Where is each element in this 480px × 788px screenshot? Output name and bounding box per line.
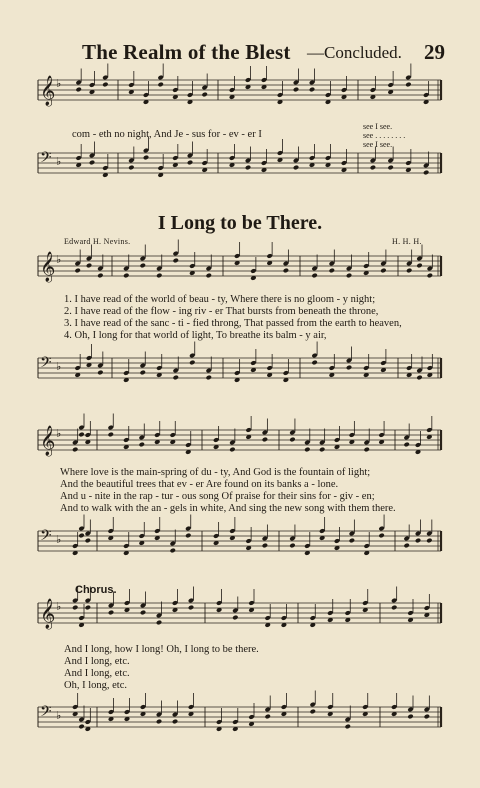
- flat-key-signature-icon: ♭: [56, 600, 62, 613]
- note-head: [407, 714, 413, 720]
- treble-clef-icon: 𝄞: [40, 599, 56, 629]
- lyric-end-bottom: see I see.: [363, 140, 393, 149]
- chorus-line-2: And I long, etc.: [64, 656, 130, 667]
- bass-clef-icon: 𝄢: [40, 527, 52, 548]
- composer-credit: H. H. H.: [392, 237, 422, 246]
- note-head: [424, 714, 430, 720]
- flat-key-signature-icon: ♭: [56, 253, 62, 266]
- chorus-label: Chorus.: [75, 584, 117, 596]
- flat-key-signature-icon: ♭: [56, 709, 62, 722]
- verse-3-line-b: And u - nite in the rap - tur - ous song Of praise for their sins for - giv - en;: [60, 491, 375, 502]
- verse-1-line-a: 1. I have read of the world of beau - ty, Where there is no gloom - y night;: [64, 294, 376, 305]
- flat-key-signature-icon: ♭: [56, 155, 62, 168]
- flat-key-signature-icon: ♭: [56, 360, 62, 373]
- treble-clef-icon: 𝄞: [40, 252, 56, 282]
- verse-1-line-b: Where love is the main-spring of du - ty, And God is the fountain of light;: [60, 467, 371, 478]
- flat-key-signature-icon: ♭: [56, 533, 62, 546]
- note-head: [156, 719, 162, 725]
- bass-clef-icon: 𝄢: [40, 354, 52, 375]
- page-number: 29: [424, 40, 445, 64]
- verse-2-line-a: 2. I have read of the flow - ing riv - er That bursts from beneath the throne,: [64, 306, 379, 317]
- chorus-line-4: Oh, I long, etc.: [64, 680, 127, 691]
- verse-2-line-b: And the beautiful trees that ev - er Are found on its banks a - lone.: [60, 479, 339, 490]
- page-title: The Realm of the Blest: [82, 40, 291, 64]
- note-head: [264, 714, 270, 720]
- lyric-end-mid: see . . . . . . . .: [363, 131, 406, 140]
- verse-4-line-b: And to walk with the an - gels in white, And sing the new song with them there.: [60, 503, 396, 514]
- lyric-end-top: see I see.: [363, 122, 393, 131]
- flat-key-signature-icon: ♭: [56, 427, 62, 440]
- verse-4-line-a: 4. Oh, I long for that world of light, To breathe its balm - y air,: [64, 330, 327, 341]
- lyric-line-concluded: com - eth no night, And Je - sus for - ev - er I: [72, 129, 262, 140]
- lyricist-credit: Edward H. Nevins.: [64, 237, 131, 246]
- bass-clef-icon: 𝄢: [40, 703, 52, 724]
- treble-clef-icon: 𝄞: [40, 76, 56, 106]
- bass-clef-icon: 𝄢: [40, 149, 52, 170]
- flat-key-signature-icon: ♭: [56, 77, 62, 90]
- note-head: [172, 719, 178, 725]
- note-head: [310, 709, 316, 715]
- page-subtitle: —Concluded.: [307, 43, 402, 62]
- hymn-title: I Long to be There.: [157, 212, 323, 234]
- note-head: [78, 724, 84, 730]
- verse-3-line-a: 3. I have read of the sanc - ti - fied throng, That passed from the earth to heaven,: [64, 318, 402, 329]
- chorus-line-1: And I long, how I long! Oh, I long to be there.: [64, 644, 259, 655]
- chorus-line-3: And I long, etc.: [64, 668, 130, 679]
- treble-clef-icon: 𝄞: [40, 426, 56, 456]
- note-head: [345, 724, 351, 730]
